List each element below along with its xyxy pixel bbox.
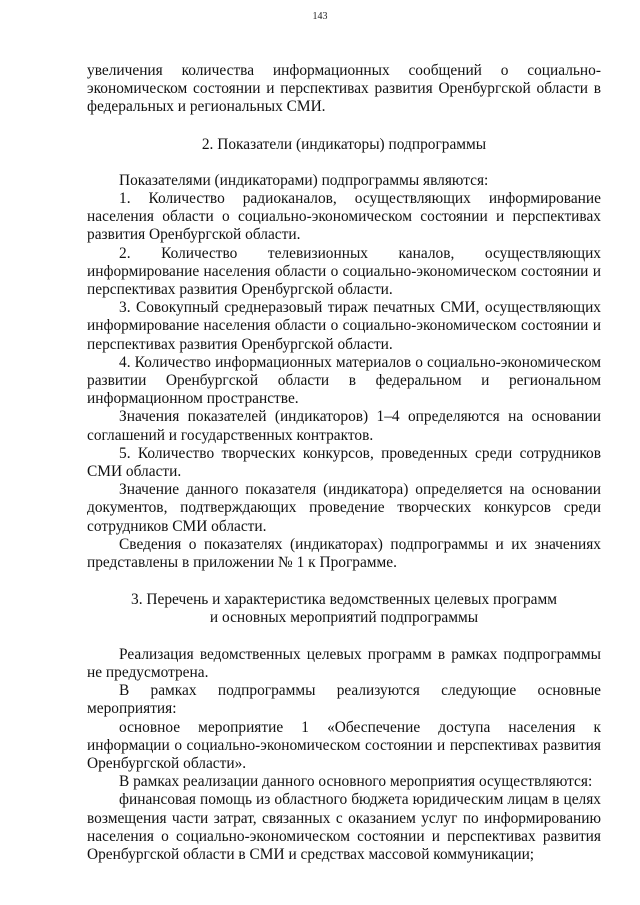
paragraph: Реализация ведомственных целевых программ в рамках подпрограммы не предусмотрена. <box>87 645 601 681</box>
paragraph: Сведения о показателях (индикаторах) подпрограммы и их значениях представлены в приложении № 1 к Программе. <box>87 535 601 572</box>
section-3-heading <box>87 591 601 627</box>
paragraph: Значение данного показателя (индикатора) определяется на основании документов, подтверждающих проведение творческих конкурсов среди сотрудников СМИ области. <box>87 481 601 535</box>
paragraph: Значения показателей (индикаторов) 1–4 определяются на основании соглашений и государственных контрактов. <box>87 408 601 444</box>
section-3-heading-line: и основных мероприятий подпрограммы <box>209 609 479 627</box>
section-2-body <box>87 172 601 572</box>
paragraph: 5. Количество творческих конкурсов, проведенных среди сотрудников СМИ области. <box>87 444 601 481</box>
paragraph: 3. Совокупный среднеразовый тираж печатных СМИ, осуществляющих информирование населения области о социально-экономическом состоянии и перспективах развития Оренбургской области. <box>87 299 601 353</box>
paragraph: В рамках реализации данного основного мероприятия осуществляются: <box>119 773 593 791</box>
section-3-body <box>87 646 601 864</box>
section-2-heading: 2. Показатели (индикаторы) подпрограммы <box>201 135 487 153</box>
paragraph: финансовая помощь из областного бюджета юридическим лицам в целях возмещения части затрат, связанных с оказанием услуг по информированию населения о социально-экономическом состоянии и перспективах развития Оренбургской области в СМИ и средствах массовой коммуникации; <box>87 791 601 863</box>
paragraph: 2. Количество телевизионных каналов, осуществляющих информирование населения области о социально-экономическом состоянии и перспективах развития Оренбургской области. <box>87 244 601 299</box>
page-number: 143 <box>312 11 328 22</box>
paragraph: В рамках подпрограммы реализуются следующие основные мероприятия: <box>87 682 601 718</box>
paragraph: 1. Количество радиоканалов, осуществляющих информирование населения области о социально-экономическом состоянии и перспективах развития Оренбургской области. <box>87 190 601 244</box>
paragraph: основное мероприятие 1 «Обеспечение доступа населения к информации о социально-экономическом состоянии и перспективах развития Оренбургской области». <box>87 718 601 772</box>
intro-paragraph: увеличения количества информационных сообщений о социально-экономическом состоянии и перспективах развития Оренбургской области в федеральных и региональных СМИ. <box>87 62 601 116</box>
paragraph: 4. Количество информационных материалов о социально-экономическом развитии Оренбургской области в федеральном и региональном информационном пространстве. <box>87 353 601 408</box>
section-3-heading-line: 3. Перечень и характеристика ведомственных целевых программ <box>131 591 557 609</box>
document-body <box>87 62 601 864</box>
paragraph: Показателями (индикаторами) подпрограммы являются: <box>119 171 489 189</box>
